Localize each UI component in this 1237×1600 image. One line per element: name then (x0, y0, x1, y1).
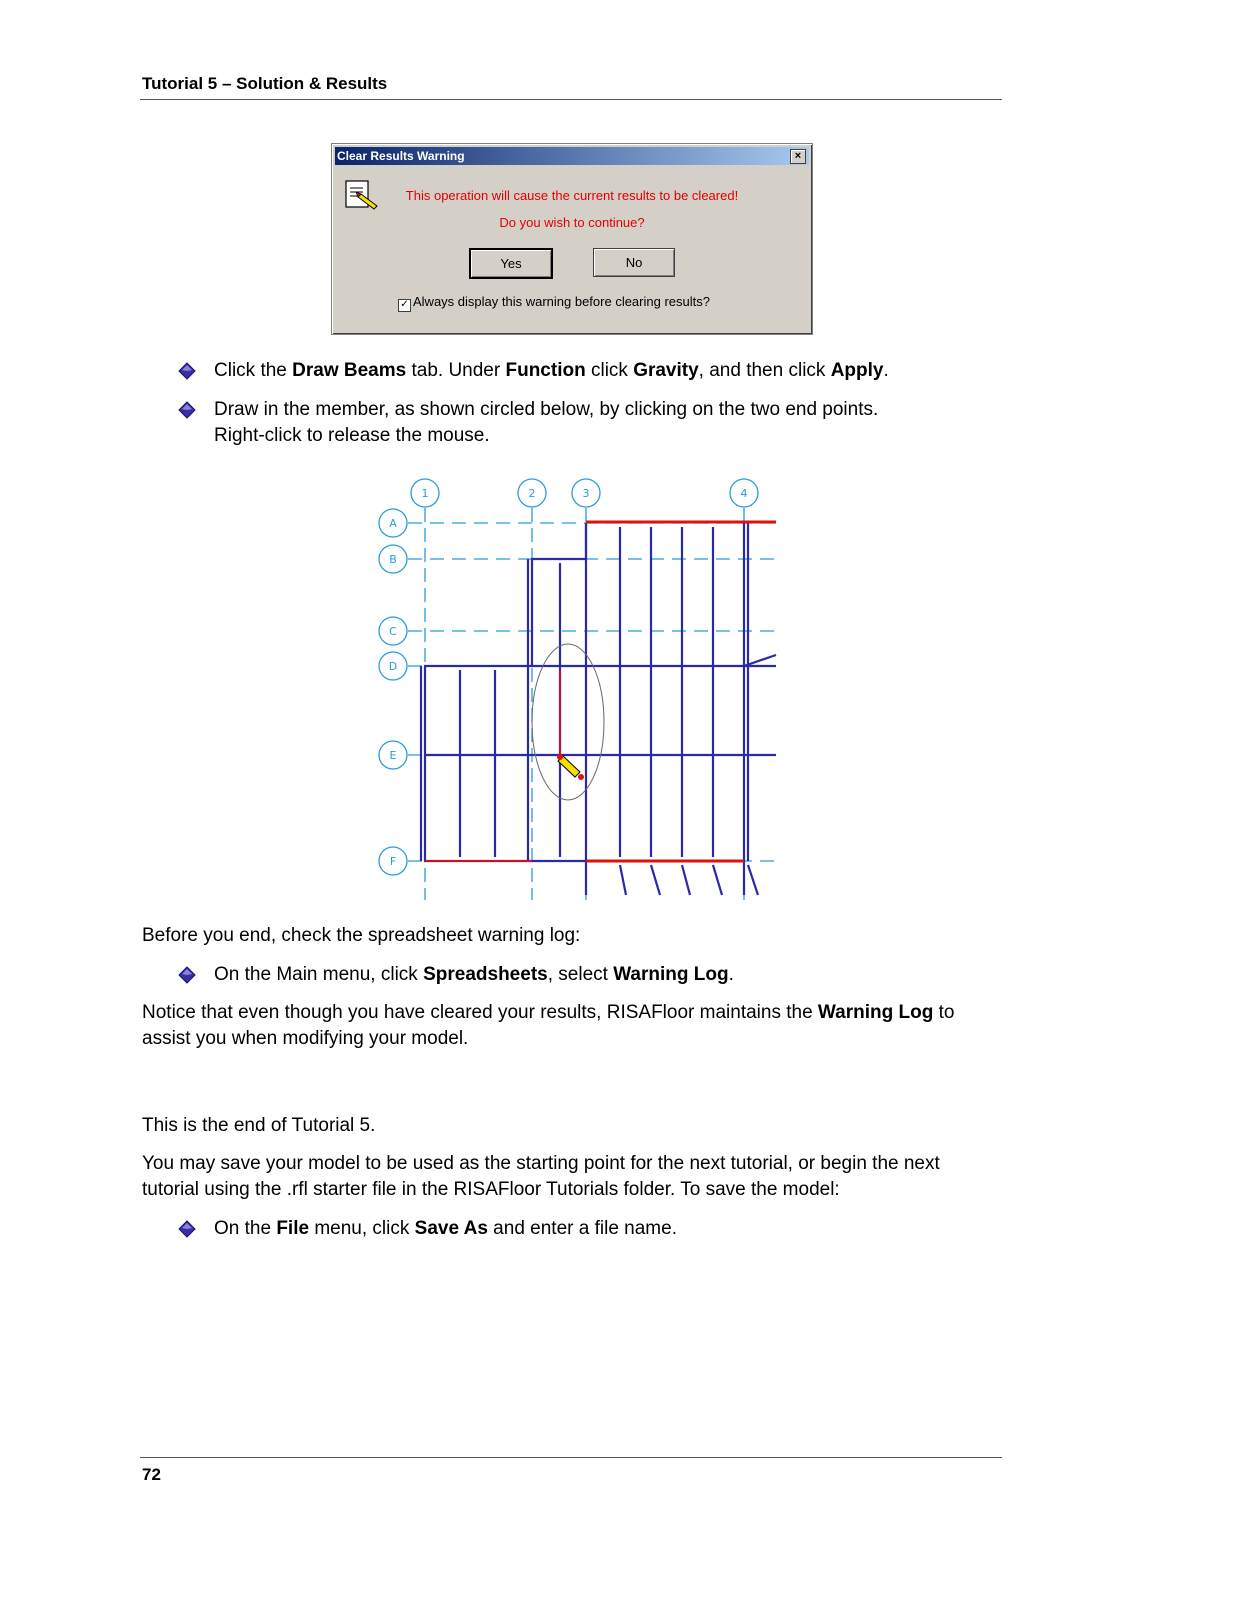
bullet-icon (178, 401, 196, 419)
no-button[interactable]: No (593, 248, 675, 277)
paragraph: Before you end, check the spreadsheet warning log: (142, 925, 581, 946)
grid-label-f: F (389, 855, 397, 868)
grid-label-1: 1 (421, 487, 429, 500)
checkbox-mark[interactable]: ✓ (398, 299, 411, 312)
footer-rule (140, 1457, 1002, 1458)
beam-layout-drawing (370, 475, 780, 900)
dialog-title-bar (335, 147, 809, 165)
page-header: Tutorial 5 – Solution & Results (142, 74, 388, 93)
checkbox-label: Always display this warning before clearing results? (413, 294, 710, 309)
grid-label-b: B (389, 553, 397, 566)
yes-button[interactable]: Yes (469, 248, 553, 279)
header-rule (140, 99, 1002, 100)
dialog-title: Clear Results Warning (337, 149, 465, 163)
bullet-icon (178, 362, 196, 380)
page-number: 72 (142, 1465, 161, 1484)
grid-label-c: C (389, 625, 397, 638)
bullet-icon (178, 966, 196, 984)
dialog-question: Do you wish to continue? (499, 215, 645, 230)
dialog-message: This operation will cause the current results to be cleared! (405, 188, 739, 203)
grid-label-4: 4 (740, 487, 748, 500)
close-button[interactable]: × (790, 149, 806, 164)
always-display-checkbox[interactable] (398, 294, 710, 312)
grid-label-2: 2 (528, 487, 536, 500)
clear-results-dialog (331, 143, 813, 335)
grid-label-e: E (389, 749, 397, 762)
bullet-icon (178, 1220, 196, 1238)
paragraph: This is the end of Tutorial 5. (142, 1115, 376, 1136)
paragraph: Notice that even though you have cleared your results, RISAFloor maintains the Warning Log to assist you when modifying your model. (142, 1002, 955, 1049)
grid-label-a: A (389, 517, 397, 530)
grid-label-d: D (388, 660, 398, 673)
grid-label-3: 3 (582, 487, 590, 500)
paragraph: You may save your model to be used as the starting point for the next tutorial, or begin the next tutorial using the .rfl starter file in the RISAFloor Tutorials folder. To save the model: (142, 1153, 940, 1200)
